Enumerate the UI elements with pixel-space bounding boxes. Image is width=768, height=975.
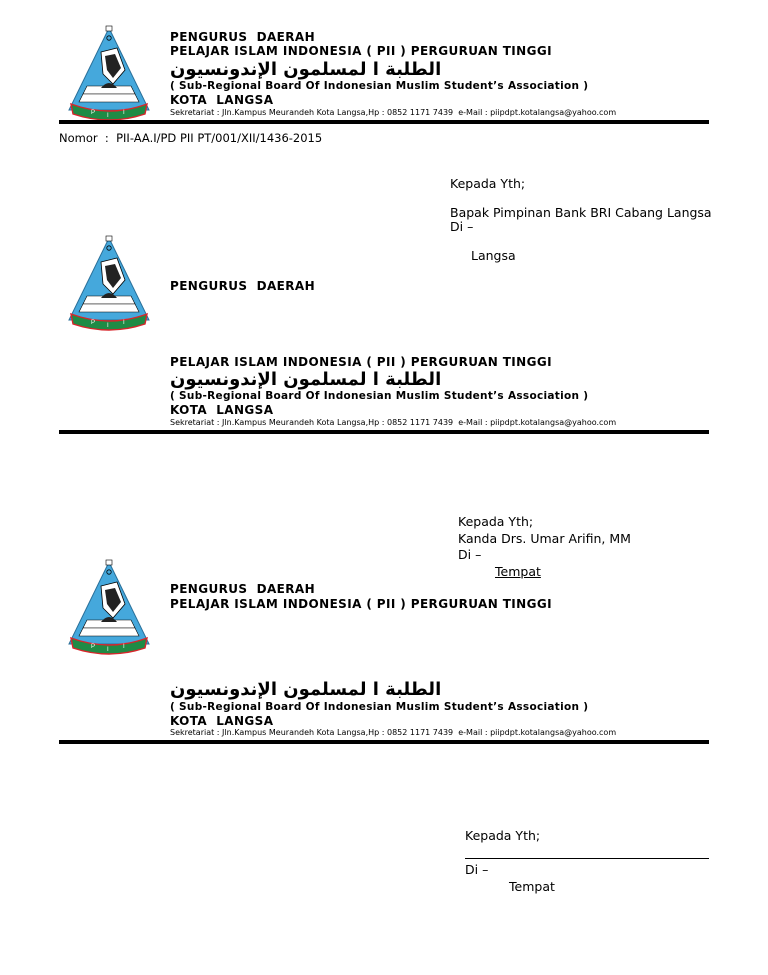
nomor-value: PII-AA.I/PD PII PT/001/XII/1436-2015 [116,131,323,145]
pii-logo [67,556,151,656]
kepada-yth: Kepada Yth; [450,176,526,191]
kepada-yth: Kepada Yth; [465,828,541,843]
org-line2: PELAJAR ISLAM INDONESIA ( PII ) PERGURUAN TINGGI [170,597,552,611]
org-city: KOTA LANGSA [170,93,274,107]
org-arabic: الطلبة ا لمسلمون الإندونسيون [170,369,442,390]
logo-letter: I [123,320,125,326]
logo-letter: I [123,110,125,116]
org-city: KOTA LANGSA [170,714,274,728]
di-label: Di – [450,219,474,234]
header-rule [59,740,709,744]
org-address: Sekretariat : Jln.Kampus Meurandeh Kota Langsa,Hp : 0852 1171 7439 e-Mail : piipdpt.kotalangsa@yahoo.com [170,728,617,737]
recipient-name: Bapak Pimpinan Bank BRI Cabang Langsa [450,205,712,220]
logo-letter: I [107,323,109,329]
logo-letter: I [107,647,109,653]
org-arabic: الطلبة ا لمسلمون الإندونسيون [170,679,442,700]
logo-letter: I [107,113,109,119]
org-line1: PENGURUS DAERAH [170,582,316,596]
logo-letter: P [91,110,96,116]
org-english: ( Sub-Regional Board Of Indonesian Muslim Student’s Association ) [170,701,589,713]
pii-logo [67,232,151,332]
org-address: Sekretariat : Jln.Kampus Meurandeh Kota Langsa,Hp : 0852 1171 7439 e-Mail : piipdpt.kotalangsa@yahoo.com [170,108,617,117]
recipient-place: Tempat [495,564,541,579]
di-label: Di – [465,862,489,877]
logo-letter: I [123,644,125,650]
org-city: KOTA LANGSA [170,403,274,417]
org-english: ( Sub-Regional Board Of Indonesian Muslim Student’s Association ) [170,80,589,92]
nomor-line [59,131,322,145]
recipient-place: Langsa [471,248,516,263]
org-line1: PENGURUS DAERAH [170,30,316,44]
logo-letter: P [91,320,96,326]
header-rule [59,430,709,434]
header-rule [59,120,709,124]
recipient-blank-line [465,858,709,859]
nomor-label: Nomor [59,131,98,145]
nomor-sep: : [104,131,109,145]
org-english: ( Sub-Regional Board Of Indonesian Muslim Student’s Association ) [170,390,589,402]
org-arabic: الطلبة ا لمسلمون الإندونسيون [170,59,442,80]
org-address: Sekretariat : Jln.Kampus Meurandeh Kota Langsa,Hp : 0852 1171 7439 e-Mail : piipdpt.kotalangsa@yahoo.com [170,418,617,427]
recipient-name: Kanda Drs. Umar Arifin, MM [458,531,631,546]
pii-logo [67,22,151,122]
di-label: Di – [458,547,482,562]
org-line2: PELAJAR ISLAM INDONESIA ( PII ) PERGURUAN TINGGI [170,355,552,369]
kepada-yth: Kepada Yth; [458,514,534,529]
org-line2: PELAJAR ISLAM INDONESIA ( PII ) PERGURUAN TINGGI [170,44,552,58]
recipient-place: Tempat [509,879,555,894]
org-line1: PENGURUS DAERAH [170,279,316,293]
logo-letter: P [91,644,96,650]
